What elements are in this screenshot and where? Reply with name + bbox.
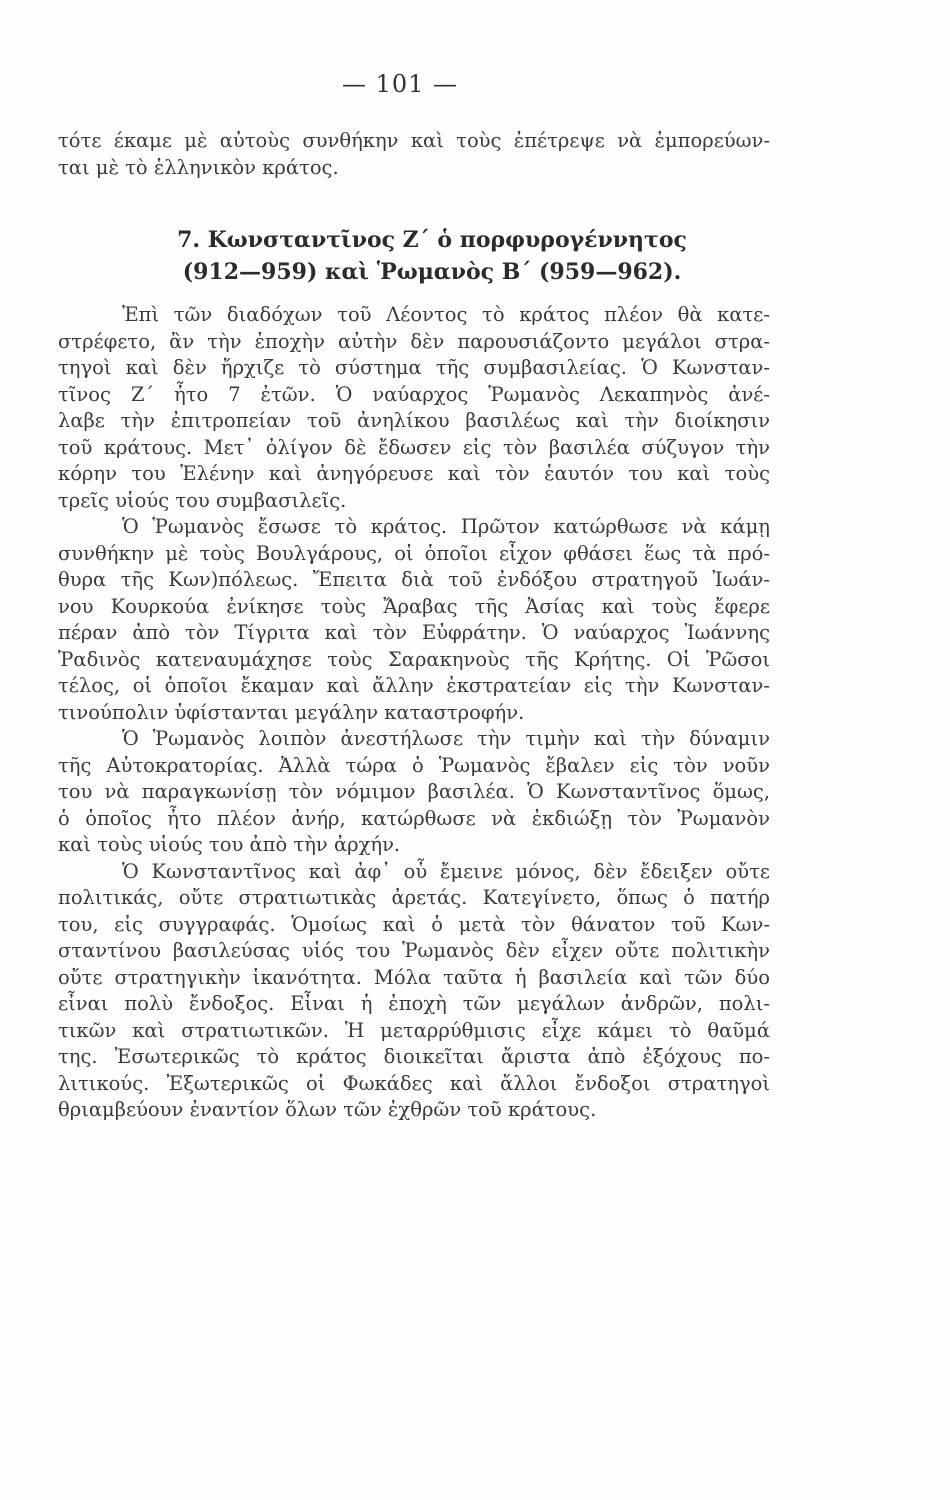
text-line: της. Ἐσωτερικῶς τὸ κράτος διοικεῖται ἄριστα ἀπὸ ἐξόχους πο- <box>58 1045 770 1068</box>
text-line: νου Κουρκούα ἐνίκησε τοὺς Ἄραβας τῆς Ἀσίας καὶ τοὺς ἔφερε <box>58 594 770 618</box>
text-line: τρεῖς υἱούς του συμβασιλεῖς. <box>58 488 347 512</box>
text-line: του, εἰς συγγραφάς. Ὁμοίως καὶ ὁ μετὰ τὸν θάνατον τοῦ Κων- <box>58 912 770 936</box>
text-line: Ῥαδινὸς κατεναυμάχησε τοὺς Σαρακηνοὺς τῆς Κρήτης. Οἱ Ῥῶσοι <box>58 647 770 671</box>
text-line: τοῦ κράτους. Μετ᾽ ὀλίγον δὲ ἔδωσεν εἰς τὸν βασιλέα σύζυγον τὴν <box>58 435 770 459</box>
text-line: τέλος, οἱ ὁποῖοι ἔκαμαν καὶ ἄλλην ἐκστρατείαν εἰς τὴν Κωνσταν- <box>58 674 770 697</box>
page-number: — 101 — <box>341 70 459 98</box>
text-line: σταντίνου βασιλεύσας υἱός του Ῥωμανὸς δὲν εἶχεν οὔτε πολιτικὴν <box>58 939 770 962</box>
text-line: τικῶν καὶ στρατιωτικῶν. Ἡ μεταρρύθμισις εἶχε κάμει τὸ θαῦμά <box>58 1018 770 1042</box>
text-line: θυρα τῆς Κων)πόλεως. Ἔπειτα διὰ τοῦ ἐνδόξου στρατηγοῦ Ἰωάν- <box>58 568 770 591</box>
text-line: τότε έκαμε μὲ αὐτοὺς συνθήκην καὶ τοὺς ἐπέτρεψε νὰ ἐμπορεύων- <box>58 129 770 152</box>
text-line: Ἐπὶ τῶν διαδόχων τοῦ Λέοντος τὸ κράτος πλέον θὰ κατε- <box>122 303 770 326</box>
text-line: τινούπολιν ὑφίστανται μεγάλην καταστροφήν. <box>58 700 525 724</box>
text-line: τῖνος Ζ΄ ἦτο 7 ἐτῶν. Ὁ ναύαρχος Ῥωμανὸς Λεκαπηνὸς ἀνέ- <box>58 382 770 406</box>
text-line: τηγοὶ καὶ δὲν ἤρχιζε τὸ σύστημα τῆς συμβασιλείας. Ὁ Κωνσταν- <box>58 356 770 379</box>
text-line: Ὁ Κωνσταντῖνος καὶ ἀφ᾽ οὗ ἔμεινε μόνος, δὲν ἔδειξεν οὔτε <box>122 859 770 883</box>
text-line: λιτικούς. Ἐξωτερικῶς οἱ Φωκάδες καὶ ἄλλοι ἔνδοξοι στρατηγοὶ <box>58 1071 770 1095</box>
text-line: καὶ τοὺς υἱούς του ἀπὸ τὴν ἀρχήν. <box>58 833 401 856</box>
text-line: εἶναι πολὺ ἔνδοξος. Εἶναι ἡ ἐποχὴ τῶν μεγάλων ἀνδρῶν, πολι- <box>58 992 770 1015</box>
text-line: πολιτικάς, οὔτε στρατιωτικὰς ἀρετάς. Κατεγίνετο, ὅπως ὁ πατήρ <box>58 886 770 909</box>
section-heading-line-1: 7. Κωνσταντῖνος Ζ΄ ὁ πορφυρογέννητος <box>177 227 687 253</box>
section-heading <box>58 224 770 288</box>
text-line: θριαμβεύουν ἐναντίον ὅλων τῶν ἐχθρῶν τοῦ κράτους. <box>58 1098 597 1121</box>
text-line: πέραν ἀπὸ τὸν Τίγριτα καὶ τὸν Εὐφράτην. Ὁ ναύαρχος Ἰωάννης <box>58 621 770 644</box>
text-line: του νὰ παραγκωνίσῃ τὸν νόμιμον βασιλέα. Ὁ Κωνσταντῖνος ὅμως, <box>58 780 770 803</box>
section-heading-line-2: (912—959) καὶ Ῥωμανὸς Β΄ (959—962). <box>182 259 682 285</box>
text-line: ται μὲ τὸ ἑλληνικὸν κράτος. <box>58 155 339 179</box>
text-line: ὁ ὁποῖος ἦτο πλέον ἀνήρ, κατώρθωσε νὰ ἐκδιώξῃ τὸν Ῥωμανὸν <box>58 806 770 830</box>
text-line: τῆς Αὐτοκρατορίας. Ἀλλὰ τώρα ὁ Ῥωμανὸς ἔβαλεν εἰς τὸν νοῦν <box>58 753 770 777</box>
intro-paragraph <box>58 128 770 181</box>
section-body <box>58 302 770 1124</box>
text-line: κόρην του Ἑλένην καὶ ἀνηγόρευσε καὶ τὸν ἑαυτόν του καὶ τοὺς <box>58 462 770 485</box>
text-line: οὔτε στρατηγικὴν ἱκανότητα. Μόλα ταῦτα ἡ βασιλεία καὶ τῶν δύο <box>58 965 770 989</box>
text-line: συνθήκην μὲ τοὺς Βουλγάρους, οἱ ὁποῖοι εἶχον φθάσει ἕως τὰ πρό- <box>58 541 770 565</box>
text-line: Ὁ Ῥωμανὸς λοιπὸν ἀνεστήλωσε τὴν τιμὴν καὶ τὴν δύναμιν <box>122 727 770 750</box>
text-line: Ὁ Ῥωμανὸς ἔσωσε τὸ κράτος. Πρῶτον κατώρθωσε νὰ κάμῃ <box>122 515 770 538</box>
text-line: στρέφετο, ἂν τὴν ἐποχὴν αὐτὴν δὲν παρουσιάζοντο μεγάλοι στρα- <box>58 329 770 353</box>
text-line: λαβε τὴν ἐπιτροπείαν τοῦ ἀνηλίκου βασιλέως καὶ τὴν διοίκησιν <box>58 409 770 432</box>
